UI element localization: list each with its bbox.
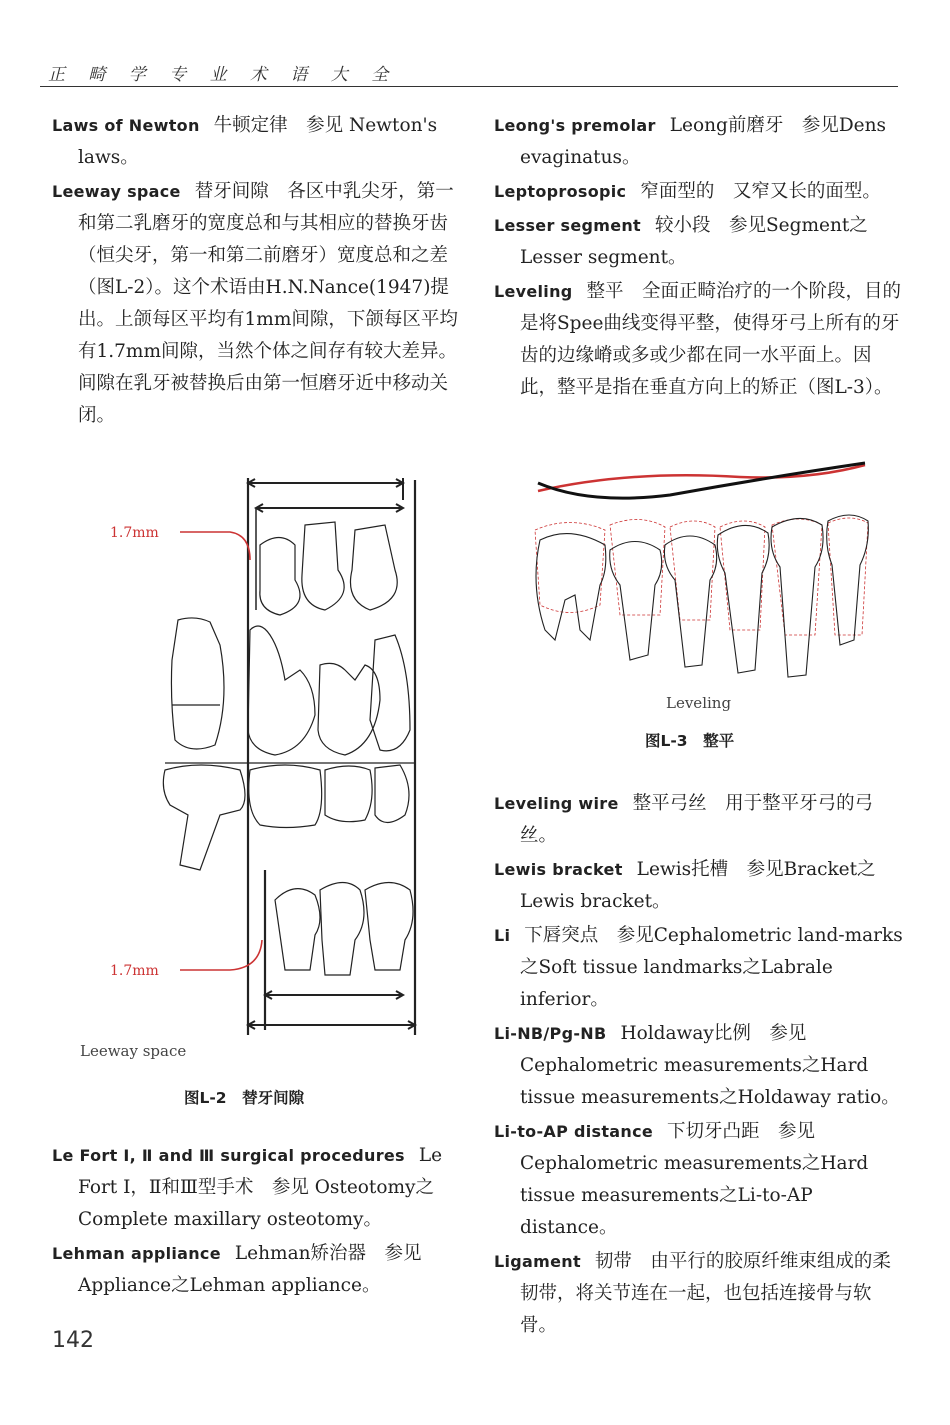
entry-term: Laws of Newton bbox=[52, 116, 200, 135]
running-header: 正 畸 学 专 业 术 语 大 全 bbox=[48, 65, 398, 85]
leeway-upper-label: 1.7mm bbox=[110, 525, 159, 541]
entry-text: 下切牙凸距 参见Cephalometric measurements之Hard tissue measurements之Li-to-AP distance。 bbox=[520, 1121, 869, 1238]
entry-li-to-ap-distance bbox=[494, 1116, 904, 1244]
entry-laws-of-newton bbox=[52, 110, 462, 174]
leveling-figure-subtitle: Leveling bbox=[666, 694, 732, 712]
entry-text: Lewis托槽 参见Bracket之Lewis bracket。 bbox=[520, 859, 876, 912]
leeway-lower-label: 1.7mm bbox=[110, 963, 159, 979]
entry-li-nb-pg-nb bbox=[494, 1018, 904, 1114]
entry-text: Holdaway比例 参见Cephalometric measurements之Hard tissue measurements之Holdaway ratio。 bbox=[520, 1023, 900, 1108]
entry-text: 整平弓丝 用于整平牙弓的弓丝。 bbox=[520, 793, 874, 846]
leeway-figure-caption: 图L-2 替牙间隙 bbox=[184, 1089, 305, 1107]
entry-term: Li-to-AP distance bbox=[494, 1122, 654, 1141]
left-column-bottom bbox=[52, 1140, 462, 1304]
entry-le-fort bbox=[52, 1140, 462, 1236]
left-column bbox=[52, 110, 462, 434]
entry-term: Leptoprosopic bbox=[494, 182, 627, 201]
entry-term: Leong's premolar bbox=[494, 116, 656, 135]
entry-li bbox=[494, 920, 904, 1016]
leveling-diagram bbox=[510, 455, 880, 685]
entry-ligament bbox=[494, 1246, 904, 1342]
entry-term: Le Fort Ⅰ, Ⅱ and Ⅲ surgical procedures bbox=[52, 1146, 405, 1165]
entry-lehman-appliance bbox=[52, 1238, 462, 1302]
entry-term: Li bbox=[494, 926, 511, 945]
right-column-bottom bbox=[494, 788, 904, 1344]
entry-text: 下唇突点 参见Cephalometric land-marks之Soft tissue landmarks之Labrale inferior。 bbox=[520, 925, 903, 1010]
entry-term: Lehman appliance bbox=[52, 1244, 221, 1263]
entry-text: 较小段 参见Segment之Lesser segment。 bbox=[520, 215, 868, 268]
figure-leveling bbox=[510, 455, 880, 685]
entry-text: Le Fort Ⅰ，Ⅱ和Ⅲ型手术 参见 Osteotomy之Complete maxillary osteotomy。 bbox=[78, 1145, 443, 1230]
entry-term: Lesser segment bbox=[494, 216, 641, 235]
entry-text: 替牙间隙 各区中乳尖牙，第一和第二乳磨牙的宽度总和与其相应的替换牙齿（恒尖牙，第一和第二前磨牙）宽度总和之差（图L-2）。这个术语由H.N.Nance(1947)提出。上颌每区平均有1mm间隙，下颌每区平均有1.7mm间隙，当然个体之间存有较大差异。间隙在乳牙被替换后由第一恒磨牙近中移动关闭。 bbox=[78, 181, 458, 426]
figure-leeway-space bbox=[80, 470, 440, 1090]
entry-term: Lewis bracket bbox=[494, 860, 623, 879]
entry-lesser-segment bbox=[494, 210, 904, 274]
entry-leveling bbox=[494, 276, 904, 404]
entry-term: Li-NB/Pg-NB bbox=[494, 1024, 607, 1043]
leveling-figure-caption: 图L-3 整平 bbox=[645, 732, 735, 750]
entry-term: Ligament bbox=[494, 1252, 581, 1271]
leeway-space-diagram bbox=[80, 470, 440, 1070]
right-column bbox=[494, 110, 904, 406]
header-rule bbox=[40, 86, 898, 87]
entry-text: 窄面型的 又窄又长的面型。 bbox=[640, 181, 881, 202]
entry-leveling-wire bbox=[494, 788, 904, 852]
entry-term: Leveling wire bbox=[494, 794, 619, 813]
entry-term: Leveling bbox=[494, 282, 573, 301]
entry-leeway-space bbox=[52, 176, 462, 432]
entry-text: 牛顿定律 参见 Newton's laws。 bbox=[78, 115, 438, 168]
page-number: 142 bbox=[52, 1328, 94, 1353]
entry-text: 整平 全面正畸治疗的一个阶段，目的是将Spee曲线变得平整，使得牙弓上所有的牙齿的边缘嵴或多或少都在同一水平面上。因此，整平是指在垂直方向上的矫正（图L-3）。 bbox=[520, 281, 902, 398]
entry-text: 韧带 由平行的胶原纤维束组成的柔韧带，将关节连在一起，也包括连接骨与软骨。 bbox=[520, 1251, 891, 1336]
entry-text: Leong前磨牙 参见Dens evaginatus。 bbox=[520, 115, 887, 168]
entry-leongs-premolar bbox=[494, 110, 904, 174]
entry-text: Lehman矫治器 参见Appliance之Lehman appliance。 bbox=[78, 1243, 422, 1296]
entry-term: Leeway space bbox=[52, 182, 181, 201]
entry-lewis-bracket bbox=[494, 854, 904, 918]
entry-leptoprosopic bbox=[494, 176, 904, 208]
leeway-figure-subtitle: Leeway space bbox=[80, 1042, 187, 1060]
